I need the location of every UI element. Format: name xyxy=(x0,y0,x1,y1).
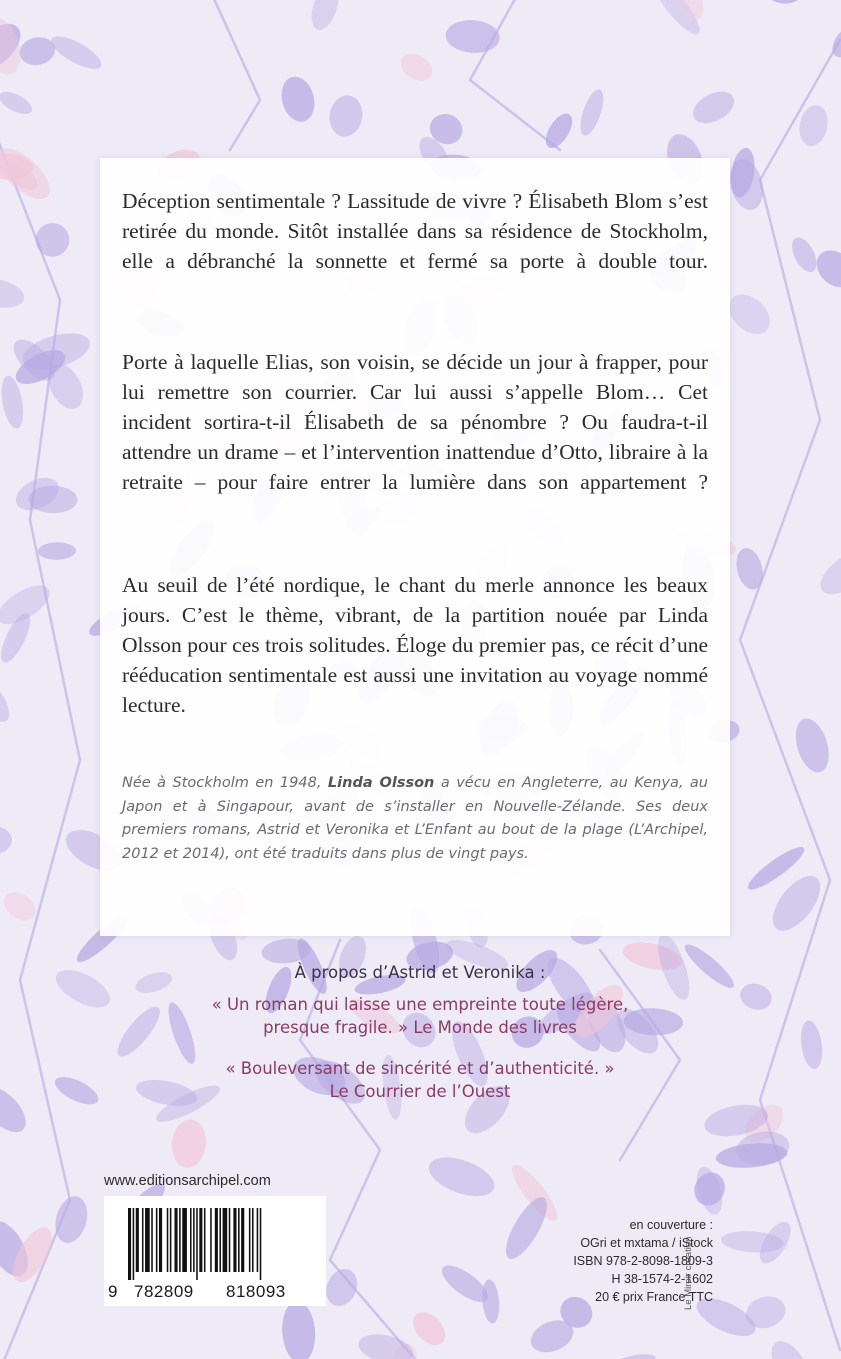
leaf-shape xyxy=(169,1118,208,1170)
barcode-bar xyxy=(128,1208,131,1280)
leaf-shape xyxy=(813,543,841,602)
barcode-bar xyxy=(193,1208,195,1272)
isbn-barcode xyxy=(104,1196,326,1306)
barcode-bar xyxy=(219,1208,221,1272)
leaf-shape xyxy=(326,93,365,139)
leaf-shape xyxy=(737,980,775,1014)
author-bio-rest: a vécu en Angleterre, au Kenya, au Japon et à Singapour, avant de s’installer en Nouvelle-Zélande. Ses deux premiers romans, Astrid et Veronika et L’Enfant au bout de la plage (L’Archipel, 2012 et 2014), ont été traduits dans plus de vingt pays. xyxy=(122,775,708,862)
leaf-shape xyxy=(763,0,803,6)
barcode-bar xyxy=(215,1208,218,1272)
leaf-shape xyxy=(764,1335,819,1359)
leaf-shape xyxy=(38,542,76,560)
barcode-bar xyxy=(159,1208,162,1272)
leaf-shape xyxy=(0,87,35,119)
barcode-bar xyxy=(142,1208,144,1272)
leaf-shape xyxy=(481,1279,501,1324)
leaf-shape xyxy=(50,962,116,1015)
barcode-digits-right: 818093 xyxy=(226,1282,286,1301)
leaf-shape xyxy=(50,1193,92,1247)
blurb-paragraph-2: Porte à laquelle Elias, son voisin, se décide un jour à frapper, pour lui remettre son courrier. Car lui aussi s’appelle Blom… Cet incident sortira-t-il Élisabeth de sa pénombre ? Ou faudra-t-il attendre un drame – et l’intervention inattendue d’Otto, libraire à la retraite – pour faire entrer la lumière dans son appartement ? xyxy=(122,350,708,494)
barcode-bar xyxy=(223,1208,228,1272)
barcode-bar xyxy=(190,1208,192,1272)
author-name: Linda Olsson xyxy=(327,775,435,791)
publisher-website[interactable]: www.editionsarchipel.com xyxy=(104,1173,271,1189)
author-bio xyxy=(122,772,708,866)
barcode-digits-left: 782809 xyxy=(134,1282,194,1301)
leaf-shape xyxy=(356,1329,417,1359)
colophon-price: 20 € prix France TTC xyxy=(595,1290,713,1304)
colophon-code: H 38-1574-2-1602 xyxy=(611,1272,713,1286)
barcode-bar xyxy=(204,1208,206,1272)
barcode-bar xyxy=(229,1208,231,1272)
author-bio-intro: Née à Stockholm en 1948, xyxy=(122,775,328,791)
leaf-shape xyxy=(51,1071,102,1110)
leaf-shape xyxy=(277,73,320,125)
leaf-shape xyxy=(790,715,835,777)
colophon-cover-credit: OGri et mxtama / iStock xyxy=(580,1236,713,1250)
leaf-shape xyxy=(584,1348,658,1359)
barcode-bar xyxy=(241,1208,244,1272)
review-quote-1-line-2: presque fragile. » Le Monde des livres xyxy=(263,1018,577,1037)
barcode-bar xyxy=(145,1208,150,1272)
leaf-shape xyxy=(576,87,608,138)
barcode-bar xyxy=(151,1208,153,1272)
barcode-digit-first: 9 xyxy=(108,1282,118,1301)
review-quote-2-line-2: Le Courrier de l’Ouest xyxy=(329,1082,511,1101)
barcode-bar xyxy=(196,1208,198,1280)
leaf-shape xyxy=(0,1079,34,1140)
leaf-shape xyxy=(407,1306,452,1351)
barcode-bar xyxy=(238,1208,240,1272)
leaf-shape xyxy=(34,221,72,259)
leaf-shape xyxy=(424,1150,500,1204)
blurb-paragraph-3: Au seuil de l’été nordique, le chant du merle annonce les beaux jours. C’est le thème, vibrant, de la partition nouée par Linda Olsson pour ces trois solitudes. Éloge du premier pas, ce récit d’une rééducation sentimentale est aussi une invitation au voyage nommé lecture. xyxy=(122,573,708,717)
barcode-bar xyxy=(210,1208,212,1272)
leaf-shape xyxy=(320,1264,362,1311)
barcode-bar xyxy=(252,1208,254,1272)
leaf-shape xyxy=(725,156,768,214)
barcode-bar xyxy=(249,1208,251,1272)
leaf-shape xyxy=(445,18,501,54)
barcode-bars xyxy=(128,1208,310,1280)
colophon-isbn: ISBN 978-2-8098-1809-3 xyxy=(573,1254,713,1268)
leaf-shape xyxy=(732,545,766,592)
barcode-bar xyxy=(199,1208,202,1272)
barcode-bar xyxy=(156,1208,158,1272)
barcode-bar xyxy=(133,1208,135,1280)
barcode-bar xyxy=(136,1208,139,1272)
review-quote-2-line-1: « Bouleversant de sincérité et d’authenticité. » xyxy=(225,1059,615,1078)
barcode-bar xyxy=(260,1208,262,1280)
leaf-shape xyxy=(0,672,16,728)
barcode-bar xyxy=(233,1208,236,1272)
leaf-shape xyxy=(688,85,740,130)
barcode-bar xyxy=(170,1208,172,1272)
leaf-shape xyxy=(540,109,577,152)
design-credit: Le Miroir création xyxy=(683,1236,694,1310)
barcode-bar xyxy=(182,1208,187,1272)
blurb-paragraph-1: Déception sentimentale ? Lassitude de vivre ? Élisabeth Blom s’est retirée du monde. Sitôt installée dans sa résidence de Stockholm, elle a débranché la sonnette et fermé sa porte à double tour. xyxy=(122,189,708,273)
leaf-shape xyxy=(0,824,13,856)
leaf-shape xyxy=(396,48,437,86)
barcode-bar xyxy=(257,1208,259,1272)
leaf-shape xyxy=(787,234,821,276)
leaf-shape xyxy=(827,21,841,63)
leaf-shape xyxy=(47,30,106,75)
colophon-cover-label: en couverture : xyxy=(629,1218,713,1232)
leaf-shape xyxy=(306,0,343,33)
review-quote-1-line-1: « Un roman qui laisse une empreinte toute légère, xyxy=(211,995,629,1014)
leaf-shape xyxy=(798,1019,825,1070)
barcode-bar xyxy=(167,1208,169,1272)
reviews-heading: À propos d’Astrid et Veronika : xyxy=(294,963,546,982)
leaf-shape xyxy=(0,274,27,312)
leaf-shape xyxy=(0,886,41,926)
leaf-stem xyxy=(210,0,260,150)
leaf-shape xyxy=(280,1300,317,1359)
leaf-shape xyxy=(498,1192,554,1265)
barcode-bar xyxy=(179,1208,181,1272)
barcode-bar xyxy=(175,1208,178,1272)
